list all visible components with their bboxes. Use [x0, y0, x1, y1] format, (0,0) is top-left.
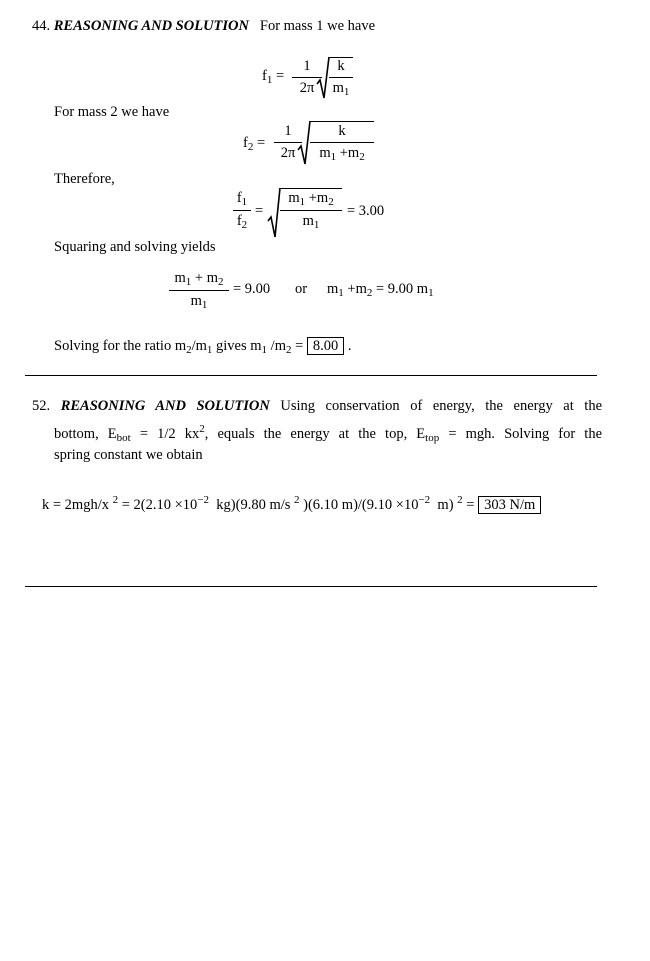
p44-intro2: For mass 2 we have: [54, 104, 170, 120]
eq1-sqrt: [316, 56, 330, 105]
p52-line-3: spring constant we obtain: [54, 447, 203, 463]
p44-squaring: Squaring and solving yields: [54, 239, 216, 255]
divider-2: [25, 586, 597, 587]
radical-icon: [316, 56, 330, 100]
p44-header: [32, 18, 375, 35]
p44-ratio-line: Solving for the ratio $m_2/m_1$ gives $m_1$ $/m_2 = 8.00$ .: [54, 338, 352, 356]
p52-line-1: 52. REASONING AND SOLUTION Using conservation of energy, the energy at the: [32, 398, 603, 414]
radical-icon: [297, 120, 311, 166]
eq2-radicand: k $m_1 +m_2$: [310, 123, 374, 163]
p52-answer-box: 303 N/m: [478, 496, 541, 514]
eq1-fraction: 1 2π: [292, 58, 322, 97]
p52-equation: k = 2mgh/x $^2 = 2(2.10 \times 10^{-2}$ kg)(9.80 m/s $^2$ )(6.10 $m)/(9.10 \times 10^{-2}$ m) $^2$ = 303 N/m: [42, 494, 541, 514]
eq2-sqrt: [297, 120, 311, 171]
eq3-equals: =: [255, 203, 264, 219]
eq3-sqrt: [267, 187, 281, 244]
p44-number: 44.: [32, 18, 51, 34]
eq2-fraction: 1 2π: [274, 123, 302, 162]
p44-intro1: For mass 1 we have: [259, 18, 376, 34]
eq2-lhs: $f_2$ =: [243, 135, 266, 153]
radical-icon: [267, 187, 281, 239]
divider-1: [25, 375, 597, 376]
eq3-ratio: $f_1$ $f_2$: [233, 190, 251, 231]
eq4-fraction: $m_1 + m_2$ $m_1$: [169, 270, 229, 311]
eq4-rhs: $m_1 +m_2 = 9.00$ $m_1$: [327, 281, 434, 299]
p44-therefore: Therefore,: [54, 171, 115, 187]
p44-answer-box: 8.00: [307, 337, 344, 355]
eq1-radicand: k $m_1$: [329, 58, 353, 98]
eq3-result: = 3.00: [347, 203, 385, 219]
eq3-radicand: $m_1 +m_2$ $m_1$: [280, 190, 342, 231]
eq1-lhs: $f_1$ =: [262, 68, 285, 86]
p52-line-2: bottom, $E_{bot} = 1/2$ $kx^2$, equals the energy at the top, $E_{top}$ = mgh. Solving for the: [54, 423, 603, 444]
eq4-result: = 9.00: [233, 281, 271, 297]
p44-heading: REASONING AND SOLUTION: [53, 18, 249, 34]
p52-number: 52.: [32, 398, 51, 414]
p52-heading: REASONING AND SOLUTION: [60, 398, 270, 414]
eq4-or: or: [295, 281, 308, 297]
